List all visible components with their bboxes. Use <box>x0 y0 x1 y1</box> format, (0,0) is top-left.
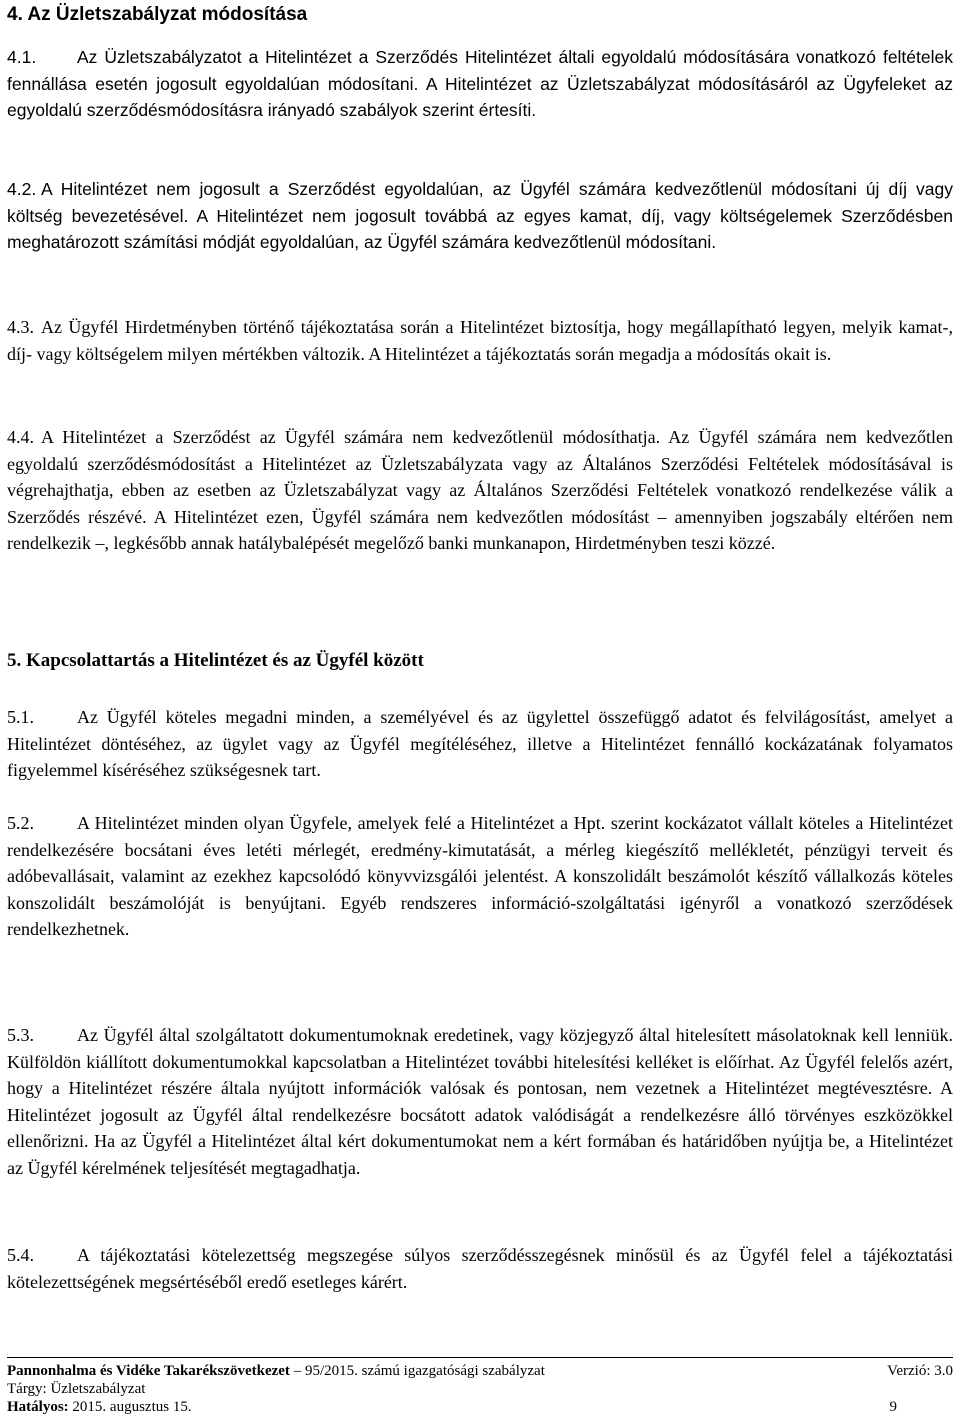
paragraph-5-4 <box>7 1242 953 1295</box>
paragraph-text: A Hitelintézet nem jogosult a Szerződést egyoldalúan, az Ügyfél számára kedvezőtlenül módosítani új díj vagy költség bevezetésével. A Hitelintézet nem jogosult továbbá az egyes kamat, díj, vagy költségelemek Szerződésben meghatározott számítási módját egyoldalúan, az Ügyfél számára kedvezőtlenül módosítani. <box>7 179 953 252</box>
paragraph-text: Az Ügyfél Hirdetményben történő tájékoztatása során a Hitelintézet biztosítja, hogy megállapítható legyen, melyik kamat-, díj- vagy költségelem milyen mértékben változik. A Hitelintézet a tájékoztatás során megadja a módosítás okait is. <box>7 317 953 364</box>
paragraph-number: 5.4. <box>7 1245 34 1265</box>
paragraph-text: Az Ügyfél által szolgáltatott dokumentumoknak eredetinek, vagy közjegyző által hitelesített másolatoknak kell lenniük. Külföldön kiállított dokumentumokkal kapcsolatban a Hitelintézet további hitelesítési kelléket is előírhat. Az Ügyfél felelős azért, hogy a Hitelintézet részére általa nyújtott információk valósak és pontosan, nem vezetnek a Hitelintézet megtévesztésre. A Hitelintézet jogosult az Ügyfél által rendelkezésre bocsátott adatok valódiságát a rendelkezésre álló törvényes eszközökkel ellenőrizni. Ha az Ügyfél a Hitelintézet által kért dokumentumokat nem a kért formában és határidőben nyújtja be, a Hitelintézet az Ügyfél kérelmének teljesítését megtagadhatja. <box>7 1025 953 1178</box>
footer-effective <box>7 1398 192 1416</box>
paragraph-number: 4.4. <box>7 427 34 447</box>
paragraph-text: A Hitelintézet a Szerződést az Ügyfél számára nem kedvezőtlenül módosíthatja. Az Ügyfél számára nem kedvezőtlen egyoldalú szerződésmódosítást a Hitelintézet az Üzletszabályzata vagy az Általános Szerződési Feltételek módosításával is végrehajthatja, ebben az esetben az Üzletszabályzat vagy az Általános Szerződési Feltételek vonatkozó rendelkezése válik a Szerződés részévé. A Hitelintézet ezen, Ügyfél számára nem kedvezőtlen módosítást – amennyiben jogszabály eltérően nem rendelkezik –, legkésőbb annak hatálybalépését megelőző banki munkanapon, Hirdetményben teszi közzé. <box>7 427 953 553</box>
paragraph-text: A tájékoztatási kötelezettség megszegése súlyos szerződésszegésnek minősül és az Ügyfél felel a tájékoztatási kötelezettségének megsértéséből eredő esetleges kárért. <box>7 1245 953 1292</box>
paragraph-5-1 <box>7 704 953 784</box>
paragraph-number: 5.3. <box>7 1025 34 1045</box>
paragraph-number: 4.3. <box>7 317 34 337</box>
footer-version: Verzió: 3.0 <box>887 1363 953 1379</box>
paragraph-text: Az Ügyfél köteles megadni minden, a személyével és az ügylettel összefüggő adatot és felvilágosítást, amelyet a Hitelintézet döntéséhez, az ügylet vagy az Ügyfél megítéléséhez, illetve a Hitelintézet fennálló kockázatának folyamatos figyelemmel kíséréséhez szükségesnek tart. <box>7 707 953 780</box>
footer-regulation: – 95/2015. számú igazgatósági szabályzat <box>289 1363 545 1379</box>
footer-institution-line <box>7 1362 545 1380</box>
paragraph-4-1 <box>7 44 953 124</box>
footer-row-3 <box>7 1398 953 1416</box>
footer-effective-label: Hatályos: <box>7 1399 69 1415</box>
paragraph-text: Az Üzletszabályzatot a Hitelintézet a Szerződés Hitelintézet általi egyoldalú módosítására vonatkozó feltételek fennállása esetén jogosult egyoldalúan módosítani. A Hitelintézet az Üzletszabályzat módosításáról az Ügyfeleket az egyoldalú szerződésmódosításra irányadó szabályok szerint értesíti. <box>7 47 953 120</box>
paragraph-number: 5.1. <box>7 707 34 727</box>
footer-effective-date: 2015. augusztus 15. <box>68 1399 192 1415</box>
paragraph-number: 4.1. <box>7 47 37 67</box>
section-5-heading: 5. Kapcsolattartás a Hitelintézet és az Ügyfél között <box>7 650 424 671</box>
section-4-heading: 4. Az Üzletszabályzat módosítása <box>7 4 308 25</box>
paragraph-text: A Hitelintézet minden olyan Ügyfele, amelyek felé a Hitelintézet a Hpt. szerint kockázatot vállalt köteles a Hitelintézet rendelkezésére bocsátani éves letéti mérlegét, eredmény-kimutatását, a mérleg kiegészítő mellékletét, pénzügyi terveit és adóbevallásait, valamint az ezekhez kapcsolódó könyvvizsgálói jelentést. A konszolidált beszámolót készítő vállalkozás köteles konszolidált beszámolóját is benyújtani. Egyéb rendszeres információ-szolgáltatási igényről a vonatkozó szerződések rendelkezhetnek. <box>7 813 953 939</box>
paragraph-4-3 <box>7 314 953 367</box>
footer-subject: Tárgy: Üzletszabályzat <box>7 1381 146 1397</box>
footer-institution: Pannonhalma és Vidéke Takarékszövetkezet <box>7 1363 290 1379</box>
page-footer <box>7 1362 953 1416</box>
paragraph-4-2 <box>7 176 953 256</box>
paragraph-5-2 <box>7 810 953 943</box>
footer-row-2 <box>7 1380 953 1398</box>
paragraph-4-4 <box>7 424 953 557</box>
paragraph-5-3 <box>7 1022 953 1181</box>
footer-rule <box>7 1357 953 1358</box>
paragraph-number: 5.2. <box>7 813 34 833</box>
paragraph-number: 4.2. <box>7 179 37 199</box>
footer-row-1 <box>7 1362 953 1380</box>
footer-page-number: 9 <box>889 1399 897 1415</box>
